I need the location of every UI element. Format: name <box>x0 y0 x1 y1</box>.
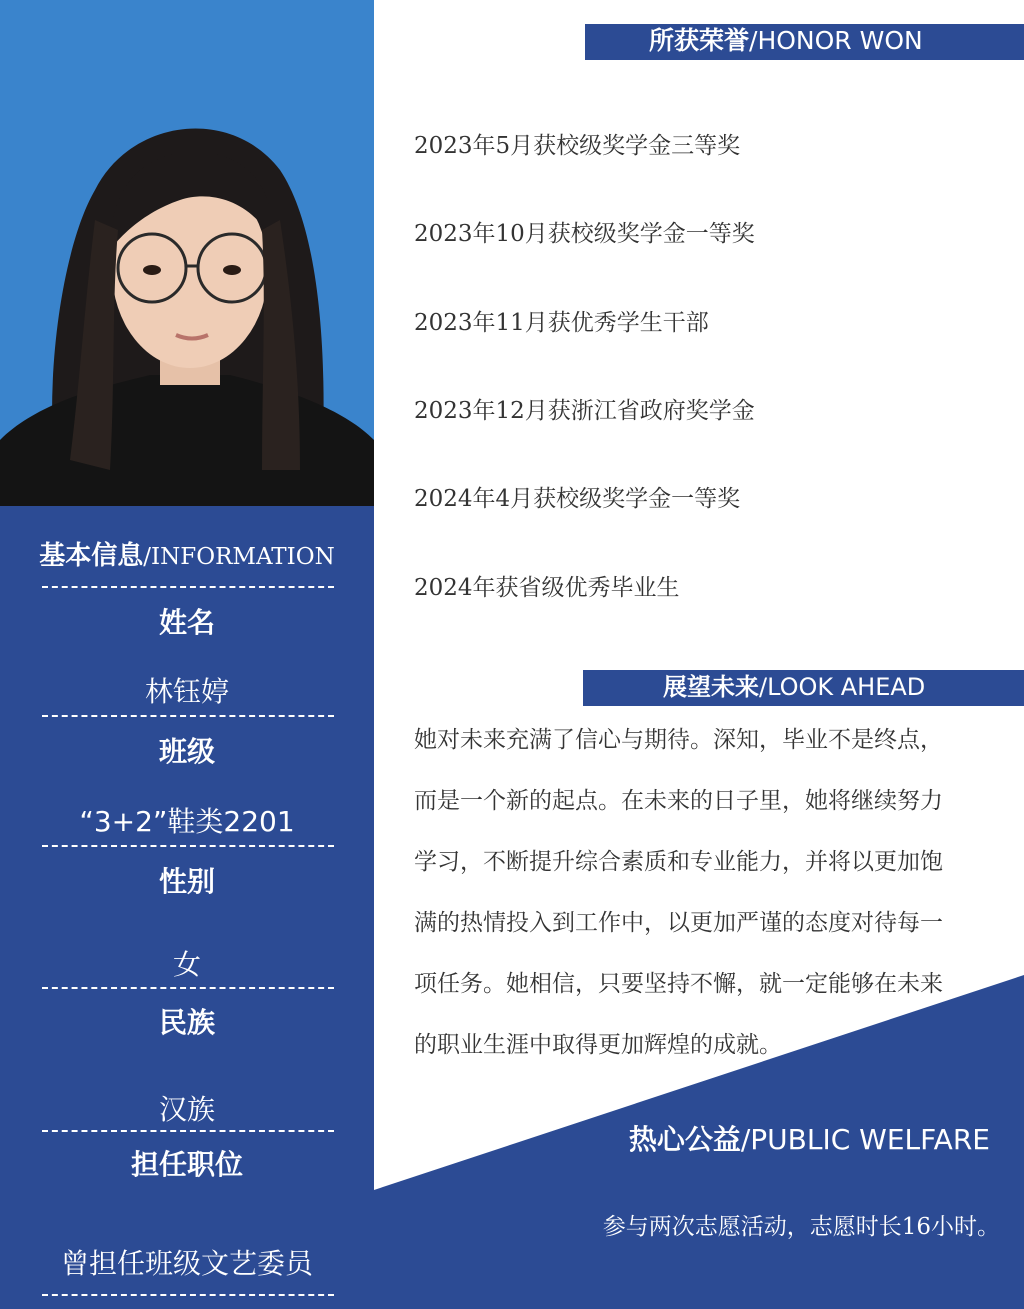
profile-photo <box>0 0 374 506</box>
info-heading-cn: 基本信息 <box>39 541 144 571</box>
paragraph-line: 学习，不断提升综合素质和专业能力，并将以更加饱 <box>414 849 943 875</box>
paragraph-line: 满的热情投入到工作中，以更加严谨的态度对待每一 <box>414 910 943 936</box>
look-ahead-heading-cn: 展望未来 <box>663 673 759 701</box>
welfare-heading <box>629 1118 990 1158</box>
honor-item: 2024年4月获校级奖学金一等奖 <box>414 486 741 512</box>
honor-item: 2023年10月获校级奖学金一等奖 <box>414 221 755 247</box>
name-label: 姓名 <box>158 606 215 639</box>
honor-item: 2023年12月获浙江省政府奖学金 <box>414 398 755 424</box>
class-value: “3+2”鞋类2201 <box>79 805 295 838</box>
divider <box>42 586 334 588</box>
welfare-text: 参与两次志愿活动，志愿时长16小时。 <box>602 1214 1000 1240</box>
paragraph-line: 她对未来充满了信心与期待。深知，毕业不是终点， <box>414 727 943 753</box>
honor-heading-en: /HONOR WON <box>749 26 923 55</box>
info-heading <box>0 535 374 572</box>
look-ahead-heading-en: /LOOK AHEAD <box>759 673 926 701</box>
portrait-illustration <box>0 0 374 506</box>
honor-item: 2023年11月获优秀学生干部 <box>414 310 709 336</box>
divider <box>42 1294 334 1296</box>
welfare-heading-en: /PUBLIC WELFARE <box>740 1123 990 1156</box>
class-label: 班级 <box>158 735 215 768</box>
paragraph-line: 而是一个新的起点。在未来的日子里，她将继续努力 <box>414 788 943 814</box>
divider <box>42 845 334 847</box>
honor-item: 2024年获省级优秀毕业生 <box>414 575 680 601</box>
info-heading-en: /INFORMATION <box>143 544 335 570</box>
left-sidebar <box>0 0 374 1309</box>
honor-heading-cn: 所获荣誉 <box>649 26 750 55</box>
ethnicity-label: 民族 <box>158 1006 215 1039</box>
divider <box>42 1130 334 1132</box>
gender-value: 女 <box>172 948 201 981</box>
welfare-heading-cn: 热心公益 <box>628 1123 741 1156</box>
look-ahead-heading-bar <box>583 670 1024 706</box>
honor-heading-bar <box>585 24 1024 60</box>
paragraph-line: 的职业生涯中取得更加辉煌的成就。 <box>414 1032 782 1058</box>
honor-item: 2023年5月获校级奖学金三等奖 <box>414 133 741 159</box>
ethnicity-value: 汉族 <box>158 1093 215 1126</box>
name-value: 林钰婷 <box>144 675 229 708</box>
divider <box>42 987 334 989</box>
paragraph-line: 项任务。她相信，只要坚持不懈，就一定能够在未来 <box>414 971 943 997</box>
position-value: 曾担任班级文艺委员 <box>60 1247 313 1280</box>
look-ahead-paragraph <box>414 710 994 1076</box>
gender-label: 性别 <box>158 865 215 898</box>
divider <box>42 715 334 717</box>
position-label: 担任职位 <box>130 1148 243 1181</box>
